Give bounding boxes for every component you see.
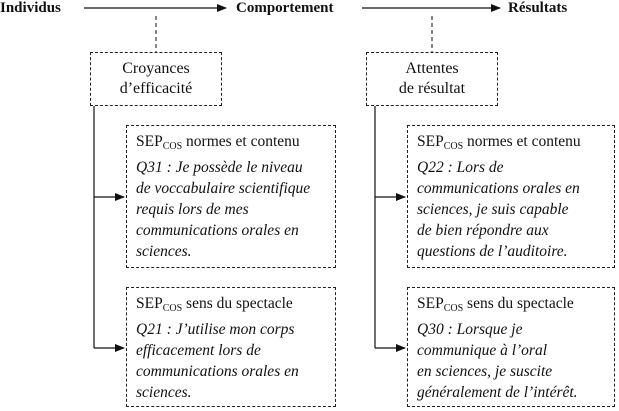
category-box-attentes (366, 52, 498, 106)
item-title: sens du spectacle (463, 295, 574, 312)
question-line: généralement de l’intérêt. (417, 384, 578, 401)
question-code: Q22 : (417, 159, 453, 176)
question-line: de voccabulaire scientifique (136, 180, 311, 197)
sep-label: SEP (136, 133, 163, 150)
header-resultats: Résultats (508, 0, 568, 16)
category-line: d’efficacité (119, 80, 193, 97)
question-text: Je possède le niveau (171, 159, 303, 176)
question-line: questions de l’auditoire. (417, 243, 568, 260)
question-line: sciences. (136, 243, 192, 260)
question-line (417, 157, 614, 178)
question-code: Q30 : (417, 321, 453, 338)
item-header (417, 293, 614, 319)
question-line: en sciences, je suscite (417, 363, 553, 380)
question-line: sciences, je suis capable (417, 201, 569, 218)
question-line (417, 319, 614, 340)
sep-subscript: COS (162, 141, 183, 152)
sep-subscript: COS (443, 141, 464, 152)
question-line: communications orales en (417, 180, 580, 197)
question-line: requis lors de mes (136, 201, 249, 218)
item-box-q30 (407, 287, 615, 407)
category-box-croyances (90, 52, 222, 106)
sep-subscript: COS (443, 303, 464, 314)
category-line: de résultat (398, 80, 466, 97)
item-title: normes et contenu (182, 133, 300, 150)
question-text: Lorsque je (452, 321, 523, 338)
question-line: efficacement lors de (136, 342, 261, 359)
question-text: Lors de (452, 159, 504, 176)
sep-label: SEP (417, 133, 444, 150)
question-line (136, 319, 335, 340)
item-title: sens du spectacle (182, 295, 293, 312)
item-header (417, 131, 614, 157)
question-text: J’utilise mon corps (171, 321, 295, 338)
header-comportement: Comportement (236, 0, 334, 16)
sep-label: SEP (136, 295, 163, 312)
question-code: Q21 : (136, 321, 172, 338)
question-line: de bien répondre aux (417, 222, 549, 239)
item-header (136, 131, 335, 157)
question-line: sciences. (136, 384, 192, 401)
question-line: communications orales en (136, 363, 299, 380)
item-box-q21 (126, 287, 336, 407)
item-header (136, 293, 335, 319)
category-line: Croyances (122, 60, 190, 77)
question-line (136, 157, 335, 178)
sep-subscript: COS (162, 303, 183, 314)
question-line: communique à l’oral (417, 342, 548, 359)
item-box-q22 (407, 125, 615, 268)
item-box-q31 (126, 125, 336, 268)
item-title: normes et contenu (463, 133, 581, 150)
sep-label: SEP (417, 295, 444, 312)
header-individus: Individus (0, 0, 61, 16)
question-code: Q31 : (136, 159, 172, 176)
question-line: communications orales en (136, 222, 299, 239)
category-line: Attentes (405, 60, 459, 77)
